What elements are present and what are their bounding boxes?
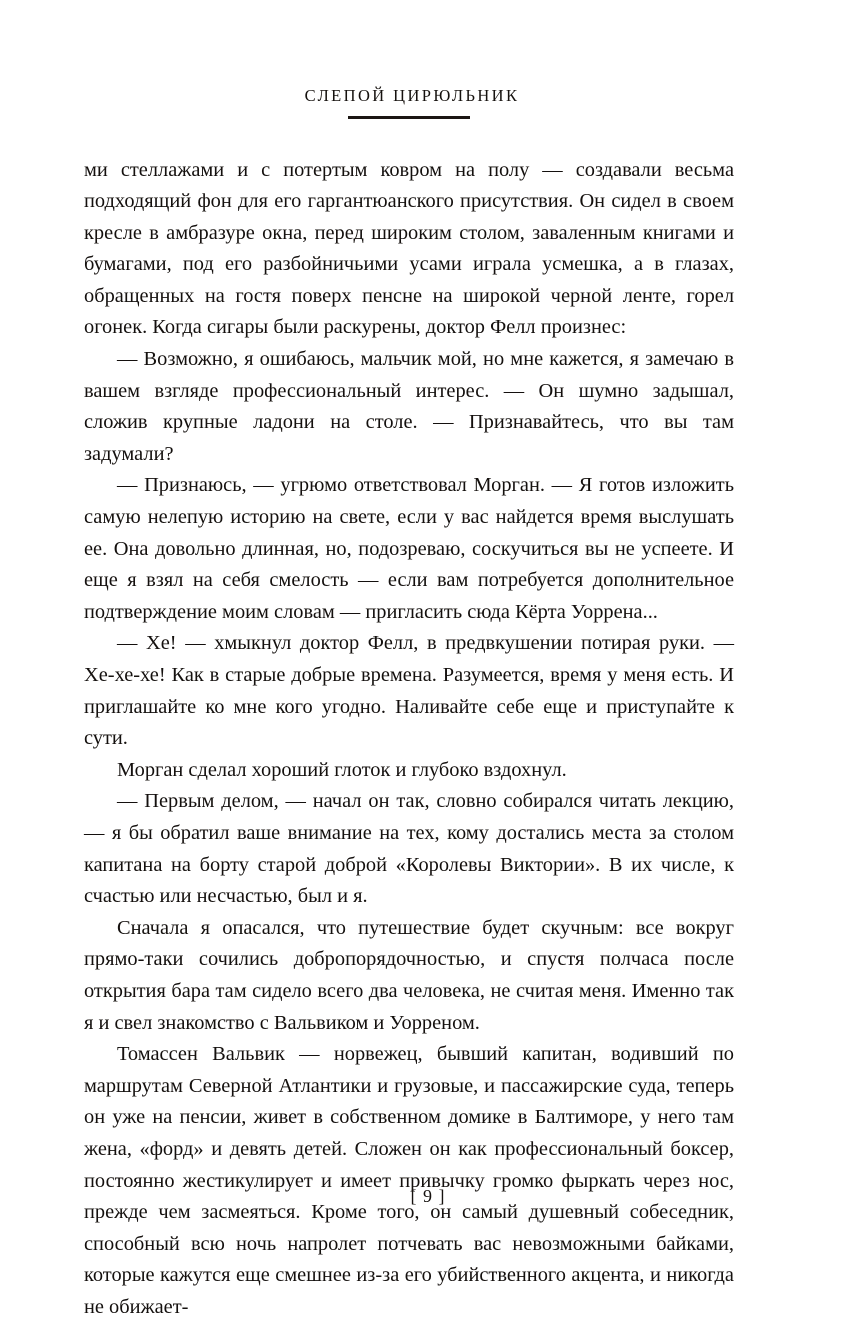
header-rule bbox=[348, 116, 470, 119]
paragraph: — Возможно, я ошибаюсь, мальчик мой, но мне кажется, я замечаю в вашем взгляде профессиональный интерес. — Он шумно задышал, сложив крупные ладони на столе. — Признавайтесь, что вы там задумали? bbox=[84, 344, 734, 470]
paragraph: Сначала я опасался, что путешествие будет скучным: все вокруг прямо-таки сочились добропорядочностью, и спустя полчаса после открытия бара там сидело всего два человека, не считая меня. Именно так я и свел знакомство с Вальвиком и Уорреном. bbox=[84, 913, 734, 1039]
paragraph: — Первым делом, — начал он так, словно собирался читать лекцию, — я бы обратил ваше внимание на тех, кому достались места за столом капитана на борту старой доброй «Королевы Виктории». В их числе, к счастью или несчастью, был и я. bbox=[84, 786, 734, 912]
page-number: [ 9 ] bbox=[0, 1186, 856, 1207]
paragraph: — Хе! — хмыкнул доктор Фелл, в предвкушении потирая руки. — Хе-хе-хе! Как в старые добрые времена. Разумеется, время у меня есть. И приглашайте ко мне кого угодно. Наливайте себе еще и приступайте к сути. bbox=[84, 628, 734, 754]
paragraph: ми стеллажами и с потертым ковром на полу — создавали весьма подходящий фон для его гаргантюанского присутствия. Он сидел в своем кресле в амбразуре окна, перед широким столом, заваленным книгами и бумагами, под его разбойничьими усами играла усмешка, а в глазах, обращенных на гостя поверх пенсне на широкой черной ленте, горел огонек. Когда сигары были раскурены, доктор Фелл произнес: bbox=[84, 155, 734, 345]
paragraph: Морган сделал хороший глоток и глубоко вздохнул. bbox=[84, 755, 734, 787]
paragraph: — Признаюсь, — угрюмо ответствовал Морган. — Я готов изложить самую нелепую историю на свете, если у вас найдется время выслушать ее. Она довольно длинная, но, подозреваю, соскучиться вы не успеете. И еще я взял на себя смелость — если вам потребуется дополнительное подтверждение моим словам — пригласить сюда Кёрта Уоррена... bbox=[84, 470, 734, 628]
paragraph: Томассен Вальвик — норвежец, бывший капитан, водивший по маршрутам Северной Атлантики и грузовые, и пассажирские суда, теперь он уже на пенсии, живет в собственном домике в Балтиморе, у него там жена, «форд» и девять детей. Сложен он как профессиональный боксер, постоянно жестикулирует и имеет привычку громко фыркать через нос, прежде чем засмеяться. Кроме того, он самый душевный собеседник, способный всю ночь напролет потчевать вас невозможными байками, которые кажутся еще смешнее из-за его убийственного акцента, и никогда не обижает- bbox=[84, 1039, 734, 1323]
page-header bbox=[84, 86, 734, 119]
body-text bbox=[84, 155, 734, 1323]
running-head: СЛЕПОЙ ЦИРЮЛЬНИК bbox=[84, 86, 734, 106]
